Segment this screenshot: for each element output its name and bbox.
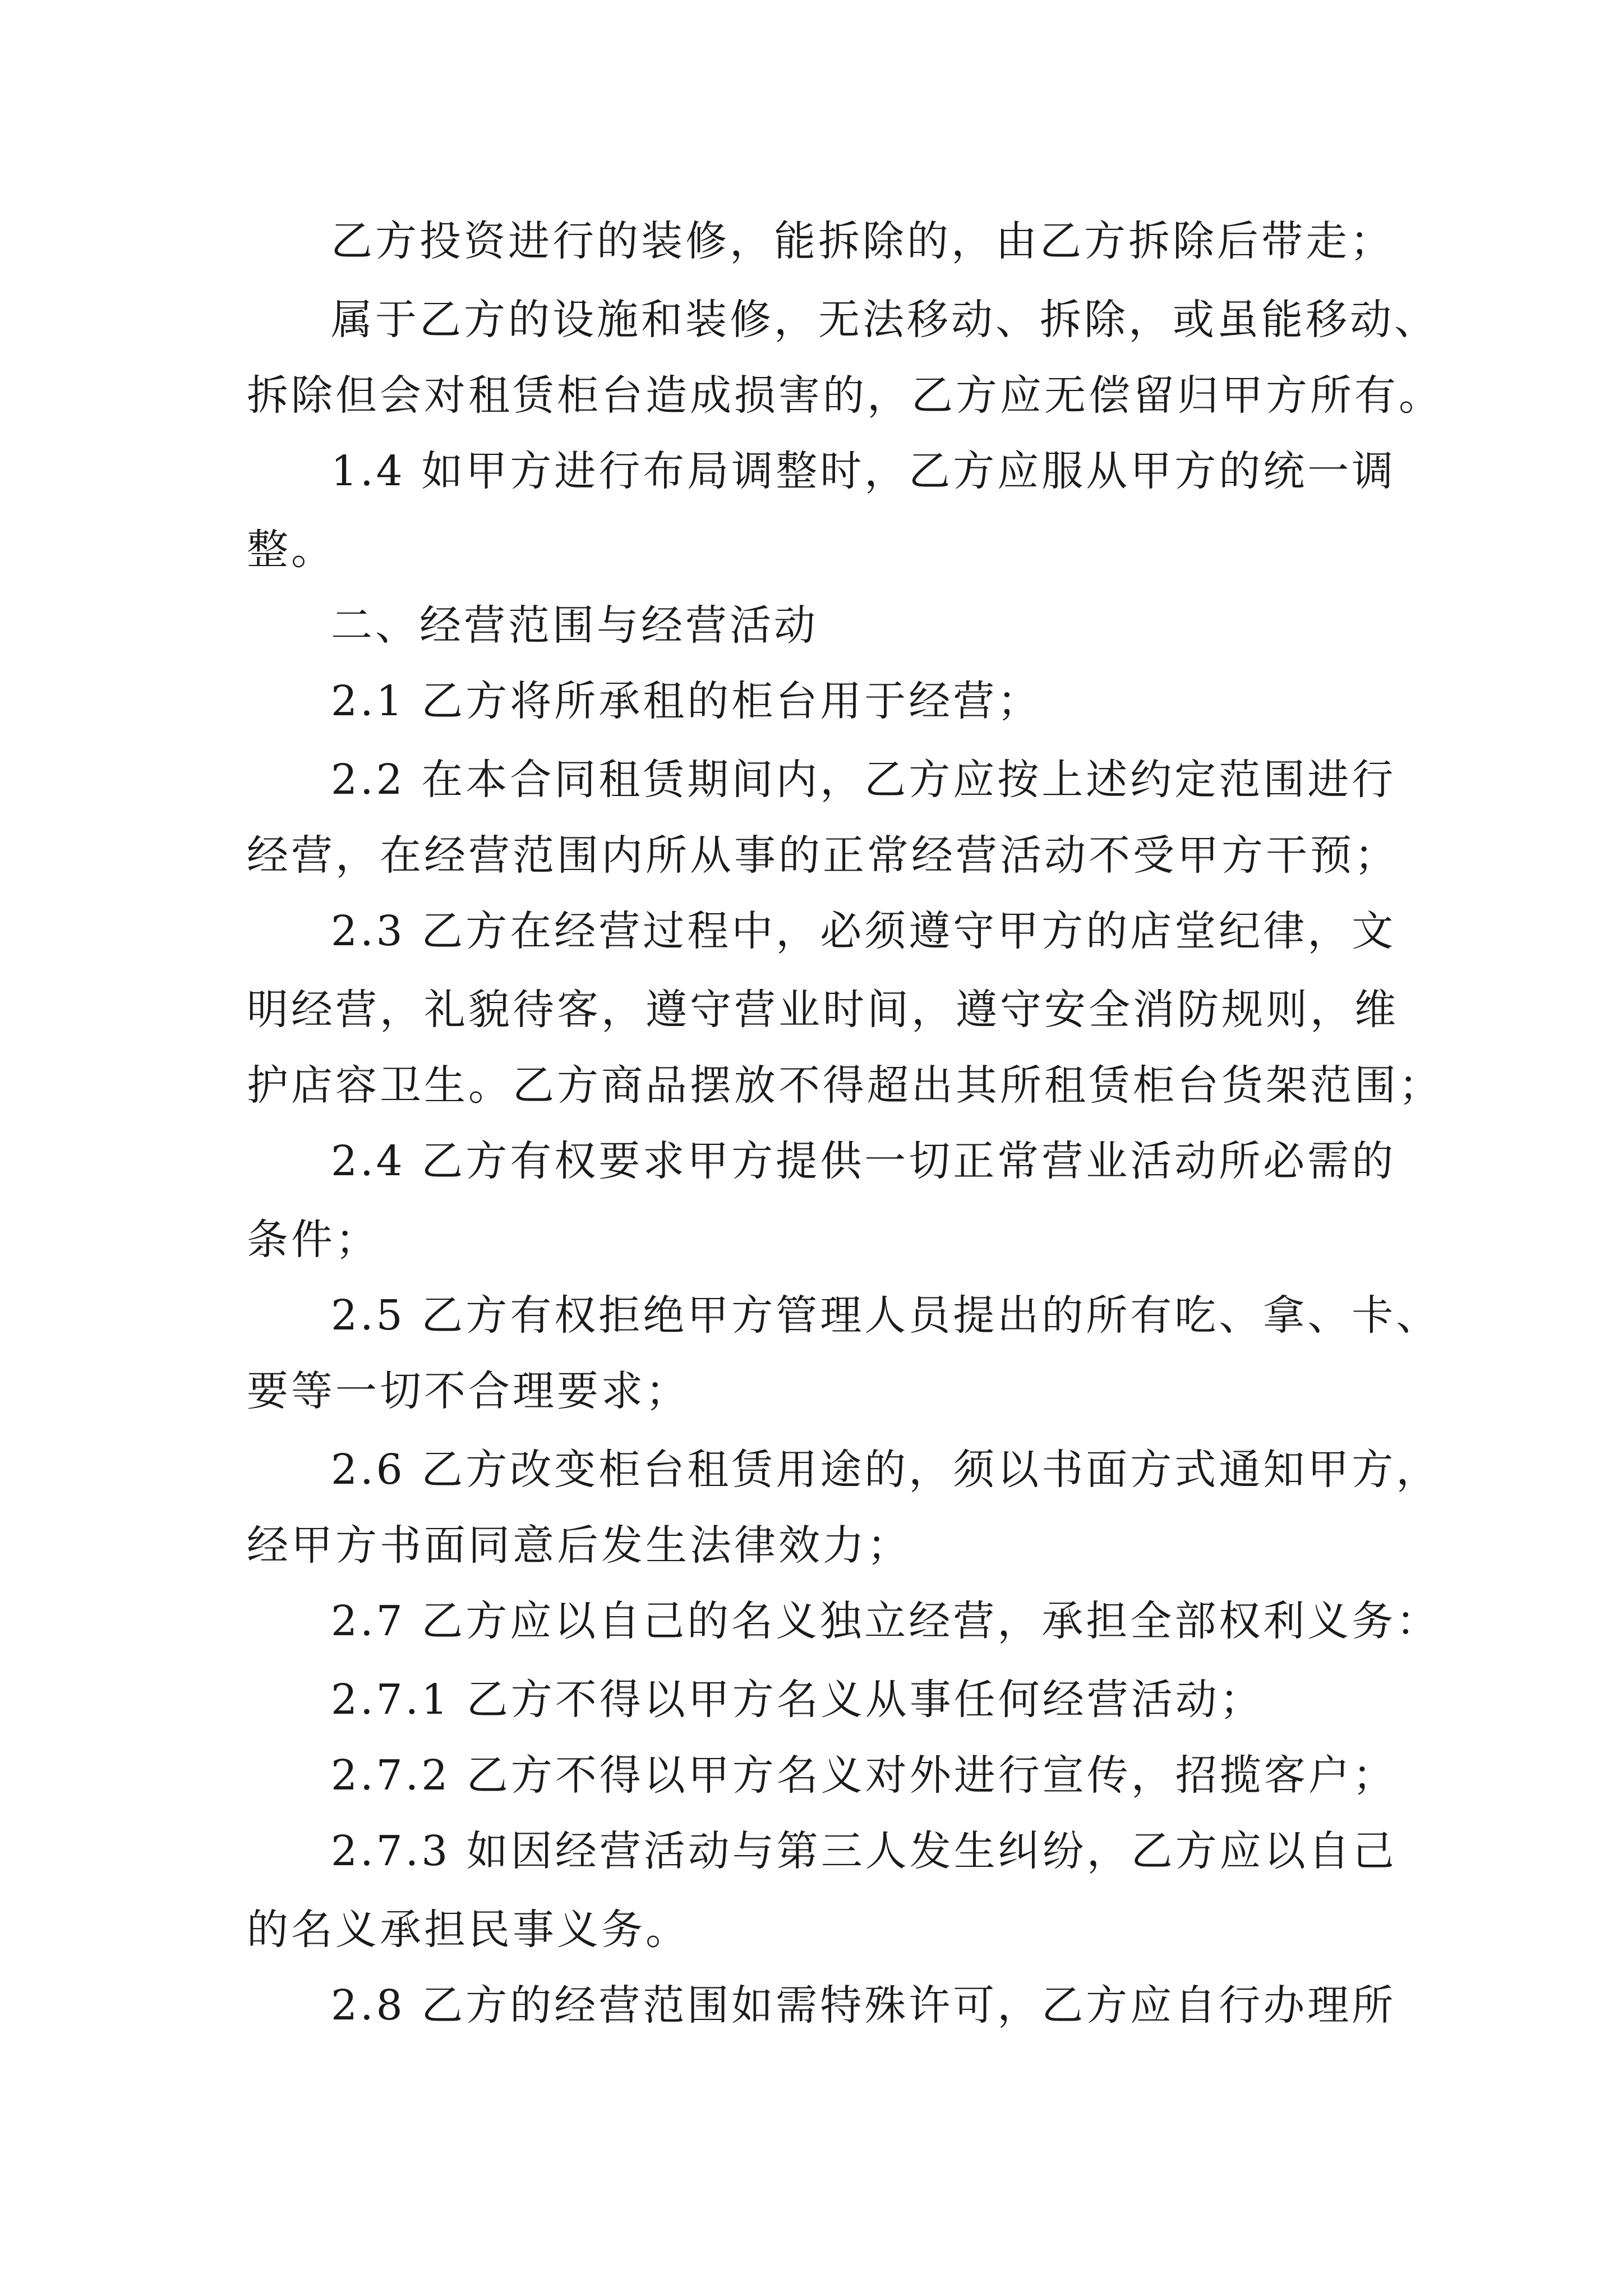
- paragraph-line: 明经营，礼貌待客，遵守营业时间，遵守安全消防规则，维: [247, 986, 1399, 1034]
- paragraph-line: 2.7.1 乙方不得以甲方名义从事任何经营活动；: [331, 1676, 1264, 1724]
- paragraph-line: 2.3 乙方在经营过程中，必须遵守甲方的店堂纪律，文: [331, 907, 1396, 955]
- paragraph-line: 经甲方书面同意后发生法律效力；: [247, 1521, 911, 1570]
- paragraph-line: 2.7 乙方应以自己的名义独立经营，承担全部权利义务：: [331, 1597, 1441, 1645]
- paragraph-line: 2.8 乙方的经营范围如需特殊许可，乙方应自行办理所: [331, 1981, 1396, 2030]
- paragraph-line: 2.5 乙方有权拒绝甲方管理人员提出的所有吃、拿、卡、: [331, 1291, 1441, 1340]
- section-heading: 二、经营范围与经营活动: [331, 601, 818, 650]
- paragraph-line: 属于乙方的设施和装修，无法移动、拆除，或虽能移动、: [331, 296, 1438, 344]
- paragraph-line: 的名义承担民事义务。: [247, 1906, 690, 1954]
- paragraph-line: 2.6 乙方改变柜台租赁用途的，须以书面方式通知甲方，: [331, 1446, 1441, 1494]
- paragraph-line: 2.2 在本合同租赁期间内，乙方应按上述约定范围进行: [331, 756, 1396, 804]
- paragraph-line: 乙方投资进行的装修，能拆除的，由乙方拆除后带走；: [331, 217, 1394, 265]
- paragraph-line: 1.4 如甲方进行布局调整时，乙方应服从甲方的统一调: [331, 447, 1396, 495]
- paragraph-line: 条件；: [247, 1216, 380, 1264]
- paragraph-line: 整。: [247, 526, 335, 574]
- paragraph-line: 2.1 乙方将所承租的柜台用于经营；: [331, 677, 1042, 725]
- paragraph-line: 护店容卫生。乙方商品摆放不得超出其所租赁柜台货架范围；: [247, 1061, 1443, 1110]
- paragraph-line: 拆除但会对租赁柜台造成损害的，乙方应无偿留归甲方所有。: [247, 371, 1443, 420]
- paragraph-line: 要等一切不合理要求；: [247, 1367, 690, 1415]
- paragraph-line: 经营，在经营范围内所从事的正常经营活动不受甲方干预；: [247, 831, 1399, 880]
- paragraph-line: 2.7.2 乙方不得以甲方名义对外进行宣传，招揽客户；: [331, 1751, 1397, 1800]
- paragraph-line: 2.7.3 如因经营活动与第三人发生纠纷，乙方应以自己: [331, 1827, 1397, 1875]
- paragraph-line: 2.4 乙方有权要求甲方提供一切正常营业活动所必需的: [331, 1137, 1396, 1185]
